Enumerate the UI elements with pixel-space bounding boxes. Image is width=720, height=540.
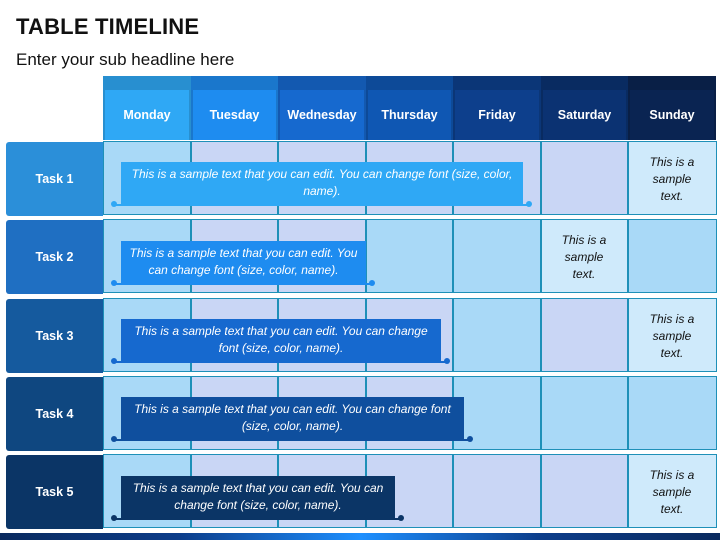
track-start-dot: [111, 358, 117, 364]
track-end-dot: [369, 280, 375, 286]
grid-cell: [541, 298, 628, 372]
day-label: Tuesday: [193, 90, 276, 140]
task-label-3: Task 3: [6, 299, 103, 373]
task-bar-1[interactable]: This is a sample text that you can edit. You can change font (size, color, name).: [121, 162, 523, 204]
task-bar-3[interactable]: This is a sample text that you can edit. You can change font (size, color, name).: [121, 319, 441, 361]
task-bar-5[interactable]: This is a sample text that you can edit. You can change font (size, color, name).: [121, 476, 395, 518]
page-subtitle: Enter your sub headline here: [16, 50, 235, 69]
day-label: Friday: [455, 90, 539, 140]
grid-cell: [453, 298, 541, 372]
track-start-dot: [111, 280, 117, 286]
day-header-thursday: [366, 76, 453, 140]
task-label-4: Task 4: [6, 377, 103, 451]
task-bar-2[interactable]: This is a sample text that you can edit. You can change font (size, color, name).: [121, 241, 366, 283]
day-header-wednesday: [278, 76, 366, 140]
task-label-1: Task 1: [6, 142, 103, 216]
page-title: TABLE TIMELINE: [16, 14, 200, 39]
track-end-dot: [526, 201, 532, 207]
track-end-dot: [467, 436, 473, 442]
task-track-4: [114, 439, 470, 441]
note-sunday-task-1: This is a sample text.: [649, 154, 695, 203]
task-track-2: [114, 283, 372, 285]
task-bar-4[interactable]: This is a sample text that you can edit. You can change font (size, color, name).: [121, 397, 464, 439]
day-label: Monday: [105, 90, 189, 140]
note-sunday-task-3: This is a sample text.: [649, 311, 695, 360]
track-start-dot: [111, 515, 117, 521]
task-label-2: Task 2: [6, 220, 103, 294]
grid-cell: [628, 376, 717, 450]
task-track-5: [114, 518, 401, 520]
task-track-1: [114, 204, 529, 206]
day-header-tuesday: [191, 76, 278, 140]
note-sunday-task-5: This is a sample text.: [649, 467, 695, 516]
day-header-sunday: [628, 76, 716, 140]
day-label: Wednesday: [280, 90, 364, 140]
track-end-dot: [398, 515, 404, 521]
grid-cell: [541, 376, 628, 450]
grid-cell: [541, 454, 628, 528]
grid-cell: [453, 454, 541, 528]
day-header-monday: [103, 76, 191, 140]
note-saturday-task-2: This is a sample text.: [561, 232, 607, 281]
grid-cell: [541, 141, 628, 215]
grid-cell: [366, 219, 453, 293]
task-track-3: [114, 361, 447, 363]
grid-cell: [453, 219, 541, 293]
day-header-friday: [453, 76, 541, 140]
footer-strip: [0, 533, 720, 540]
day-label: Sunday: [630, 90, 714, 140]
day-label: Saturday: [543, 90, 626, 140]
track-start-dot: [111, 201, 117, 207]
track-start-dot: [111, 436, 117, 442]
day-label: Thursday: [368, 90, 451, 140]
grid-cell: [628, 219, 717, 293]
day-header-saturday: [541, 76, 628, 140]
track-end-dot: [444, 358, 450, 364]
task-label-5: Task 5: [6, 455, 103, 529]
